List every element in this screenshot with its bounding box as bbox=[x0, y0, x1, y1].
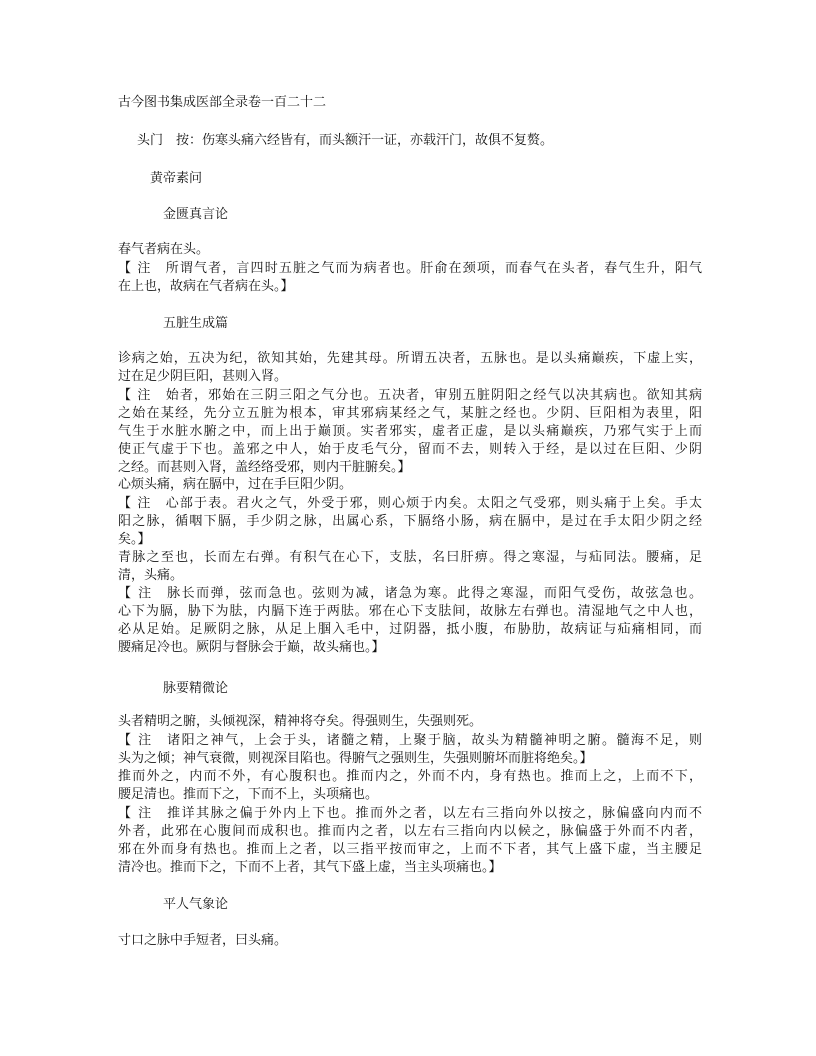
section-heading: 五脏生成篇 bbox=[163, 316, 229, 331]
text-line: 矣。】 bbox=[118, 532, 151, 547]
text-line: 诊病之始，五决为纪，欲知其始，先建其母。所谓五决者，五脉也。是以头痛巅疾，下虚上实， bbox=[118, 351, 702, 366]
text-line: 阳之脉，循咽下膈，手少阴之脉，出属心系，下膈络小肠，病在膈中，是过在手太阳少阴之经 bbox=[118, 514, 702, 529]
text-line: 心烦头痛，病在膈中，过在手巨阳少阴。 bbox=[118, 477, 353, 492]
annotation-line: 【 注 推详其脉之偏于外内上下也。推而外之者，以左右三指向外以按之，脉偏盛向内而不 bbox=[118, 806, 702, 821]
text-line: 心下为膈，胁下为胠，内膈下连于两胠。邪在心下支胠间，故脉左右弹也。清湿地气之中人也， bbox=[118, 604, 702, 619]
annotation-line: 【 注 始者，邪始在三阴三阳之气分也。五决者，审别五脏阴阳之经气以决其病也。欲知其病 bbox=[118, 388, 702, 403]
text-line: 之始在某经，先分立五脏为根本，审其邪病某经之气，某脏之经也。少阴、巨阳相为表里，阳 bbox=[118, 406, 702, 421]
text-line: 推而外之，内而不外，有心腹积也。推而内之，外而不内，身有热也。推而上之，上而不下， bbox=[118, 769, 702, 784]
text-line: 气生于水脏水腑之中，而上出于巅顶。实者邪实，虚者正虚，是以头痛巅疾，乃邪气实于上而 bbox=[118, 424, 702, 439]
text-line: 寸口之脉中手短者，曰头痛。 bbox=[118, 933, 288, 948]
text-line: 青脉之至也，长而左右弹。有积气在心下，支胠，名曰肝痹。得之寒湿，与疝同法。腰痛，足 bbox=[118, 550, 702, 565]
text-line: 清冷也。推而下之，下而不上者，其气下盛上虚，当主头项痛也。】 bbox=[118, 860, 502, 875]
section-heading: 脉要精微论 bbox=[163, 681, 229, 696]
text-line: 在上也，故病在气者病在头。】 bbox=[118, 279, 294, 294]
annotation-line: 【 注 诸阳之神气，上会于头，诸髓之精，上聚于脑，故头为精髓神明之腑。髓海不足，则 bbox=[118, 733, 702, 748]
text-line: 必从足始。足厥阴之脉，从足上腘入毛中，过阴器，抵小腹，布胁肋，故病证与疝痛相同，而 bbox=[118, 622, 702, 637]
text-line: 过在足少阴巨阳，甚则入肾。 bbox=[118, 369, 288, 384]
annotation-line: 【 注 心部于表。君火之气，外受于邪，则心烦于内矣。太阳之气受邪，则头痛于上矣。手太 bbox=[118, 496, 702, 511]
text-line: 外者，此邪在心腹间而成积也。推而内之者，以左右三指向内以候之，脉偏盛于外而不内者， bbox=[118, 824, 702, 839]
text-line: 头为之倾；神气衰微，则视深目陷也。得腑气之强则生，失强则腑坏而脏将绝矣。】 bbox=[118, 751, 593, 766]
text-line: 春气者病在头。 bbox=[118, 242, 210, 257]
section-heading: 平人气象论 bbox=[163, 897, 229, 912]
text-line: 之经。而甚则入肾，盖经络受邪，则内干脏腑矣。】 bbox=[118, 460, 411, 475]
book-heading: 黄帝素问 bbox=[150, 171, 203, 186]
text-line: 使正气虚于下也。盖邪之中人，始于皮毛气分，留而不去，则转入于经，是以过在巨阳、少阴 bbox=[118, 442, 702, 457]
text-line: 头者精明之腑，头倾视深，精神将夺矣。得强则生，失强则死。 bbox=[118, 714, 483, 729]
text-line: 腰足清也。推而下之，下而不上，头项痛也。 bbox=[118, 787, 379, 802]
text-line: 腰痛足冷也。厥阴与督脉会于巅，故头痛也。】 bbox=[118, 640, 385, 655]
section-heading: 金匮真言论 bbox=[163, 207, 229, 222]
text-line: 清，头痛。 bbox=[118, 568, 184, 583]
annotation-line: 【 注 所谓气者，言四时五脏之气而为病者也。肝俞在颈项，而春气在头者，春气生升，阳气 bbox=[118, 261, 702, 276]
text-line: 邪在外而身有热也。推而上之者，以三指平按而审之，上而不下者，其气上盛下虚，当主腰足 bbox=[118, 842, 702, 857]
document-title: 古今图书集成医部全录卷一百二十二 bbox=[118, 95, 327, 110]
annotation-line: 【 注 脉长而弹，弦而急也。弦则为减，诸急为寒。此得之寒湿，而阳气受伤，故弦急也。 bbox=[118, 586, 702, 601]
intro-note: 头门 按：伤寒头痛六经皆有，而头额汗一证，亦载汗门，故俱不复赘。 bbox=[137, 133, 554, 148]
